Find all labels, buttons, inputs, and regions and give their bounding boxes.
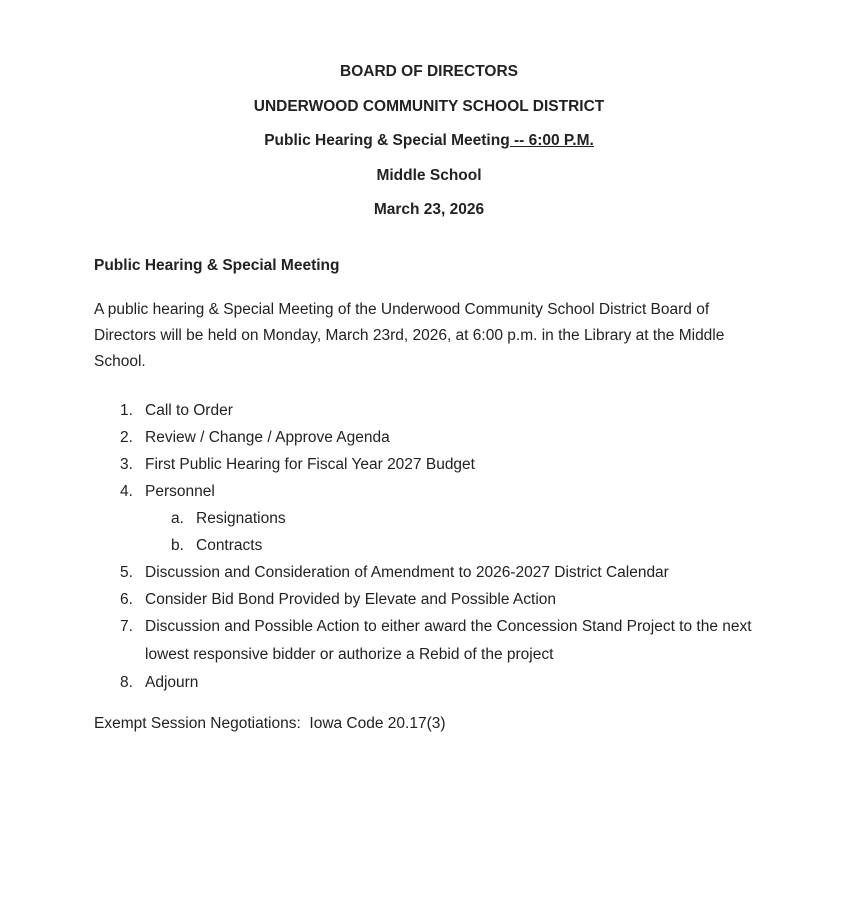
agenda-item-text: First Public Hearing for Fiscal Year 2027 Budget [145, 456, 475, 473]
agenda-item-number: 2. [120, 429, 133, 446]
header-meeting-time: g -- 6:00 P.M. [500, 132, 594, 149]
agenda-item-text: Discussion and Consideration of Amendment to 2026-2027 District Calendar [145, 564, 669, 581]
header-location: Middle School [376, 167, 482, 184]
agenda-list [94, 397, 774, 696]
agenda-item-number: 3. [120, 456, 133, 473]
header-meeting-title: Public Hearing & Special Meetin [264, 132, 501, 149]
agenda-item [94, 397, 774, 424]
header-district-name: UNDERWOOD COMMUNITY SCHOOL DISTRICT [253, 98, 605, 115]
section-title: Public Hearing & Special Meeting [94, 257, 340, 274]
agenda-item-text: Consider Bid Bond Provided by Elevate and Possible Action [145, 591, 556, 608]
agenda-item-number: 4. [120, 483, 133, 500]
agenda-subitem-text: Contracts [196, 537, 263, 554]
agenda-item-number: 5. [120, 564, 133, 581]
agenda-item-number: 8. [120, 674, 133, 691]
agenda-item-number: 1. [120, 402, 133, 419]
agenda-subitem [94, 532, 774, 559]
agenda-subitem [94, 505, 774, 532]
header-board-title: BOARD OF DIRECTORS [340, 63, 518, 80]
agenda-subitem-letter: a. [171, 510, 184, 527]
agenda-item [94, 424, 774, 451]
agenda-item [94, 478, 774, 505]
agenda-subitem-letter: b. [171, 537, 184, 554]
agenda-item-text: Adjourn [145, 674, 199, 691]
agenda-item-text: Review / Change / Approve Agenda [145, 429, 390, 446]
header-meeting-line [0, 131, 858, 151]
header-date: March 23, 2026 [373, 201, 485, 218]
agenda-item-text: Discussion and Possible Action to either award the Concession Stand Project to the next lowest responsive bidder or authorize a Rebid of the project [145, 618, 752, 663]
agenda-subitem-text: Resignations [196, 510, 286, 527]
agenda-item [94, 451, 774, 478]
intro-paragraph: A public hearing & Special Meeting of the Underwood Community School District Board of Directors will be held on Monday, March 23rd, 2026, at 6:00 p.m. in the Library at the Middle School. [94, 301, 725, 370]
agenda-item [94, 586, 774, 613]
agenda-item [94, 613, 774, 669]
agenda-item-text: Call to Order [145, 402, 233, 419]
agenda-item-number: 6. [120, 591, 133, 608]
agenda-item-number: 7. [120, 618, 133, 635]
agenda-item [94, 559, 774, 586]
agenda-item-text: Personnel [145, 483, 215, 500]
exempt-session-note: Exempt Session Negotiations: Iowa Code 20.17(3) [94, 715, 446, 732]
agenda-item [94, 669, 774, 696]
